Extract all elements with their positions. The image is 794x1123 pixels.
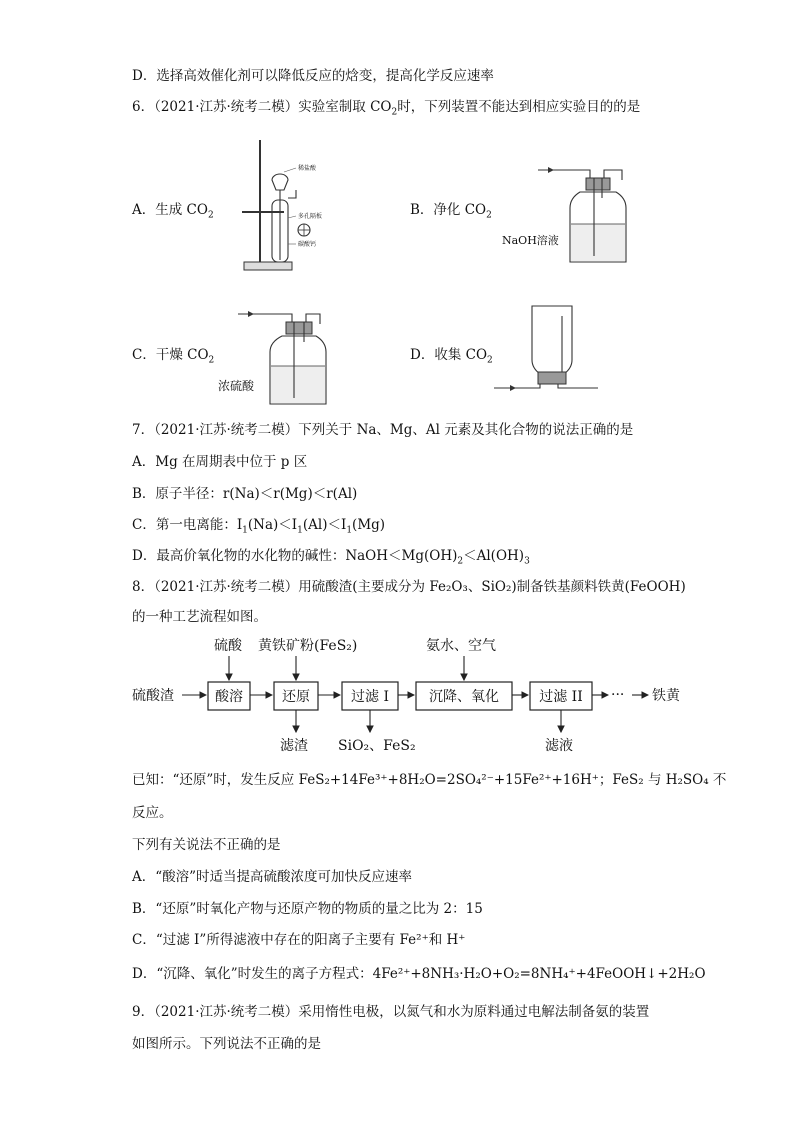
flow-output-filtrate: 滤液 xyxy=(545,738,573,754)
q7-option-c xyxy=(132,515,385,541)
q6-option-d-text: D．收集 CO xyxy=(410,347,488,363)
q6-figure-d xyxy=(490,302,610,400)
inlet-tube xyxy=(494,384,540,388)
q7-stem: 7．（2021·江苏·统考二模）下列关于 Na、Mg、Al 元素及其化合物的说法正确的是 xyxy=(132,422,634,438)
label-conc-h2so4: 浓硫酸 xyxy=(218,379,255,393)
inlet-arrowhead xyxy=(548,167,554,173)
stopper xyxy=(586,178,610,190)
label-calcium-carbonate: 碳酸钙 xyxy=(298,241,317,248)
flow-start: 硫酸渣 xyxy=(132,688,174,704)
q6-figure-c xyxy=(218,304,358,408)
q7-c-part3: (Al)＜I xyxy=(302,517,347,533)
q7-c-sub1: 1 xyxy=(242,525,248,536)
bottle xyxy=(532,306,572,374)
q6-option-c-sub: 2 xyxy=(208,355,215,366)
inlet-arrowhead xyxy=(510,385,516,391)
q7-d-part2: ＜Al(OH) xyxy=(463,548,525,564)
flow-input-pyrite: 黄铁矿粉(FeS₂) xyxy=(258,638,358,654)
flow-output-sio2-fes2: SiO₂、FeS₂ xyxy=(338,738,416,754)
q8-stem-line1: 8．（2021·江苏·统考二模）用硫酸渣(主要成分为 Fe₂O₃、SiO₂)制备铁基颜料铁黄(FeOOH) xyxy=(132,579,686,595)
leader-1 xyxy=(284,168,296,172)
flow-input-ammonia-air: 氨水、空气 xyxy=(426,638,496,654)
q6-option-c-text: C．干燥 CO xyxy=(132,347,209,363)
q8-option-b: B．“还原”时氧化产物与还原产物的物质的量之比为 2：15 xyxy=(132,901,483,917)
q7-option-b: B．原子半径：r(Na)＜r(Mg)＜r(Al) xyxy=(132,486,358,502)
q6-option-b-sub: 2 xyxy=(486,210,492,221)
q6-stem xyxy=(132,97,640,123)
q6-option-c xyxy=(132,343,214,366)
q8-option-d: D．“沉降、氧化”时发生的离子方程式：4Fe²⁺+8NH₃·H₂O+O₂=8NH₄⁺+4FeOOH↓+2H₂O xyxy=(132,966,706,982)
q7-c-sub3: 1 xyxy=(346,525,353,536)
q6-option-b-text: B．净化 CO xyxy=(410,202,487,218)
q8-stem-line2: 的一种工艺流程如图。 xyxy=(132,609,267,625)
stand-base xyxy=(244,262,292,270)
q7-d-part1: D．最高价氧化物的水化物的碱性：NaOH＜Mg(OH) xyxy=(132,548,458,564)
inlet-arrowhead xyxy=(248,311,254,317)
q7-option-a: A．Mg 在周期表中位于 p 区 xyxy=(132,454,308,470)
q7-option-d xyxy=(132,546,530,572)
liquid xyxy=(571,224,625,261)
outlet-tube xyxy=(558,384,598,388)
flow-dots: ··· xyxy=(611,687,625,703)
q8-flowchart xyxy=(130,632,690,756)
stopper xyxy=(538,372,566,384)
q6-option-d xyxy=(410,343,493,366)
q6-option-d-sub: 2 xyxy=(487,355,493,366)
q7-d-sub2: 3 xyxy=(524,556,530,567)
q8-known-line2: 反应。 xyxy=(132,805,173,821)
q7-c-sub2: 1 xyxy=(297,525,303,536)
flow-box-4-label: 沉降、氧化 xyxy=(429,689,499,705)
flow-box-2-label: 还原 xyxy=(282,689,310,705)
q6-option-a-sub: 2 xyxy=(207,210,214,221)
label-dilute-hcl: 稀盐酸 xyxy=(298,165,317,172)
q9-stem-line1: 9．（2021·江苏·统考二模）采用惰性电极，以氮气和水为原料通过电解法制备氨的装置 xyxy=(132,1004,650,1020)
q7-c-part4: (Mg) xyxy=(352,517,386,533)
q7-c-part2: (Na)＜I xyxy=(247,517,298,533)
q8-option-c: C．“过滤 I”所得滤液中存在的阳离子主要有 Fe²⁺和 H⁺ xyxy=(132,932,466,948)
q6-option-a xyxy=(132,198,214,221)
flow-box-5-label: 过滤 II xyxy=(539,689,583,705)
q6-stem-a: 6．（2021·江苏·统考二模）实验室制取 CO xyxy=(132,99,392,115)
leader-2 xyxy=(288,216,296,218)
flow-input-sulfuric-acid: 硫酸 xyxy=(214,638,242,654)
q6-figure-a xyxy=(238,138,328,274)
q6-figure-b xyxy=(498,162,638,272)
q8-option-a: A．“酸溶”时适当提高硫酸浓度可加快反应速率 xyxy=(132,869,413,885)
q6-option-a-text: A．生成 CO xyxy=(132,202,208,218)
stopper xyxy=(286,322,312,334)
q7-c-part1: C．第一电离能：I xyxy=(132,517,243,533)
q6-option-b xyxy=(410,198,492,221)
q5-option-d: D．选择高效催化剂可以降低反应的焓变，提高化学反应速率 xyxy=(132,68,494,84)
label-porous-plate: 多孔隔板 xyxy=(298,213,323,220)
q8-known-line1: 已知：“还原”时，发生反应 FeS₂+14Fe³⁺+8H₂O=2SO₄²⁻+15Fe²⁺+16H⁺；FeS₂ 与 H₂SO₄ 不 xyxy=(132,772,727,788)
q9-stem-line2: 如图所示。下列说法不正确的是 xyxy=(132,1036,321,1052)
flow-end: 铁黄 xyxy=(652,688,680,704)
flow-box-1-label: 酸溶 xyxy=(215,689,243,705)
q6-stem-b: 时，下列装置不能达到相应实验目的的是 xyxy=(397,99,641,115)
q7-d-sub1: 2 xyxy=(457,556,464,567)
delivery-tube xyxy=(288,190,296,198)
q8-ask: 下列有关说法不正确的是 xyxy=(132,837,281,853)
q6-stem-sub: 2 xyxy=(391,107,398,118)
liquid xyxy=(271,366,325,403)
flow-output-residue: 滤渣 xyxy=(280,738,308,754)
label-naoh: NaOH溶液 xyxy=(502,234,559,247)
flow-box-3-label: 过滤 I xyxy=(351,689,389,705)
funnel xyxy=(272,174,288,190)
